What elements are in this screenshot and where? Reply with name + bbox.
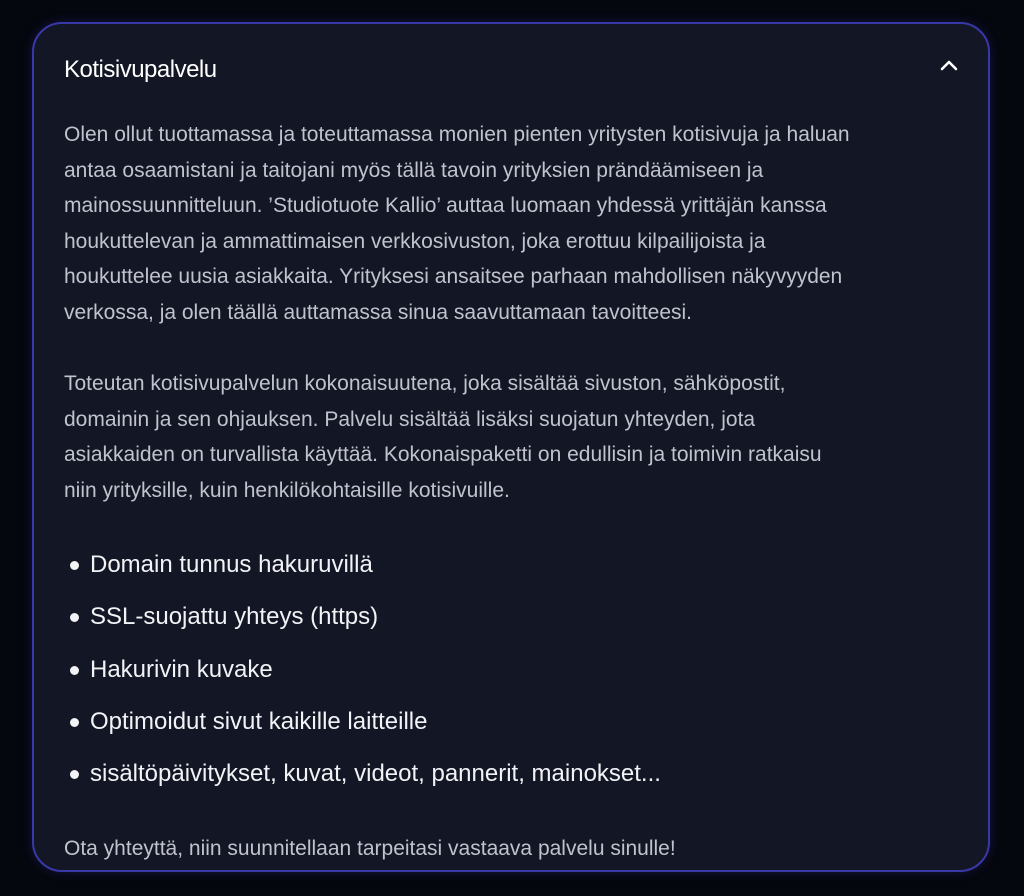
service-paragraph (64, 366, 969, 508)
text-line: houkuttelee uusia asiakkaita. Yrityksesi ansaitsee parhaan mahdollisen näkyvyyden (64, 265, 843, 288)
list-item (64, 696, 969, 748)
list-item (64, 748, 969, 800)
bullet-icon (70, 613, 79, 622)
text-line: domainin ja sen ohjauksen. Palvelu sisältää lisäksi suojatun yhteyden, jota (64, 407, 756, 431)
text-line: antaa osaamistani ja taitojani myös tällä tavoin yrityksien prändäämiseen ja (64, 158, 764, 182)
bullet-icon (70, 561, 79, 570)
closing-text: Ota yhteyttä, niin suunnitellaan tarpeitasi vastaava palvelu sinulle! (64, 837, 676, 861)
bullet-icon (70, 718, 79, 727)
text-line: mainossuunnitteluun. ’Studiotuote Kallio’ auttaa luomaan yhdessä yrittäjän kanssa (64, 194, 827, 217)
intro-paragraph (64, 117, 969, 330)
accordion-content (64, 117, 969, 867)
feature-label: Optimoidut sivut kaikille laitteille (90, 707, 428, 735)
feature-label: sisältöpäivitykset, kuvat, videot, pannerit, mainokset... (90, 760, 661, 788)
feature-list (64, 539, 969, 800)
accordion-header[interactable] (34, 24, 988, 116)
chevron-up-icon[interactable] (938, 55, 960, 77)
list-item (64, 539, 969, 591)
text-line: asiakkaiden on turvallista käyttää. Kokonaispaketti on edullisin ja toimivin ratkaisu (64, 443, 822, 466)
text-line: houkuttelevan ja ammattimaisen verkkosivuston, joka erottuu kilpailijoista ja (64, 229, 766, 253)
list-item (64, 644, 969, 696)
text-line: Toteutan kotisivupalvelun kokonaisuutena, joka sisältää sivuston, sähköpostit, (64, 372, 786, 395)
feature-label: SSL-suojattu yhteys (https) (90, 603, 379, 631)
text-line: niin yrityksille, kuin henkilökohtaisille kotisivuille. (64, 478, 510, 502)
bullet-icon (70, 770, 79, 779)
text-line: verkossa, ja olen täällä auttamassa sinua saavuttamaan tavoitteesi. (64, 300, 693, 324)
accordion-panel (32, 22, 990, 872)
text-line: Olen ollut tuottamassa ja toteuttamassa monien pienten yritysten kotisivuja ja haluan (64, 123, 850, 146)
feature-label: Hakurivin kuvake (90, 655, 273, 683)
feature-label: Domain tunnus hakuruvillä (90, 551, 373, 578)
bullet-icon (70, 666, 79, 675)
accordion-title: Kotisivupalvelu (64, 56, 217, 83)
list-item (64, 591, 969, 643)
